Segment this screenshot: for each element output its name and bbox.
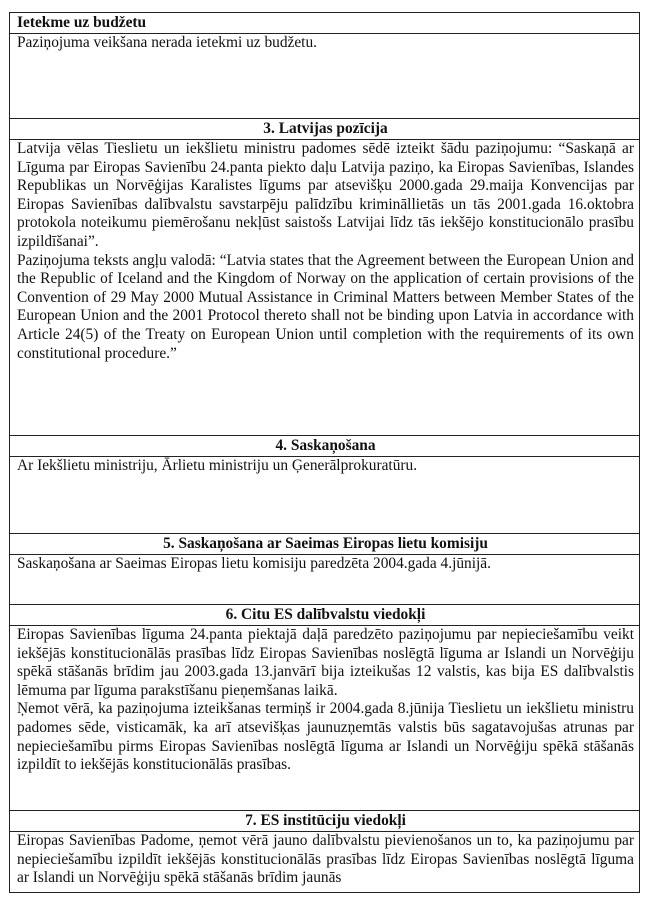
section-7-body	[10, 832, 640, 893]
section-7-heading: 7. ES institūciju viedokļi	[10, 811, 640, 832]
section-5-paragraph-1: Saskaņošana ar Saeimas Eiropas lietu komisiju paredzēta 2004.gada 4.jūnijā.	[17, 555, 491, 572]
section-6-paragraph-2: Ņemot vērā, ka paziņojuma izteikšanas termiņš ir 2004.gada 8.jūnija Tieslietu un iekšlietu ministru padomes sēde, visticamāk, ka arī atsevišķas jaunuzņemtās valstis būs sagatavojušas atrunas par nepieciešamību pirms Eiropas Savienības noslēgtā līguma ar Islandi un Norvēģiju spēkā stāšanās izpildīt to iekšējās konstitucionālās prasības.	[17, 700, 634, 774]
section-4-body-row	[10, 457, 640, 534]
section-3-paragraph-1: Latvija vēlas Tieslietu un iekšlietu ministru padomes sēdē izteikt šādu paziņojumu: “Saskaņā ar Līguma par Eiropas Savienību 24.panta piekto daļu Latvija paziņo, ka Eiropas Savienības, Islandes Republikas un Norvēģijas Karalistes līgums par atsevišķu 2000.gada 29.maija Konvencijas par Eiropas Savienības dalībvalstu savstarpēju palīdzību krimināllietās un tās 2001.gada 16.oktobra protokola noteikumu piemērošanu nekļūst saistošs Latvijai līdz tās iekšējo konstitucionālo prasību izpildīšanai”.	[17, 140, 634, 250]
section-6-header-row	[10, 605, 640, 626]
section-5-header-row	[10, 534, 640, 555]
section-budget-paragraph-1: Paziņojuma veikšana nerada ietekmi uz budžetu.	[17, 34, 318, 51]
section-3-heading: 3. Latvijas pozīcija	[10, 119, 640, 140]
section-5-heading: 5. Saskaņošana ar Saeimas Eiropas lietu komisiju	[10, 534, 640, 555]
section-4-heading: 4. Saskaņošana	[10, 436, 640, 457]
section-3-body	[10, 140, 640, 436]
section-4-header-row	[10, 436, 640, 457]
section-budget-heading: Ietekme uz budžetu	[10, 13, 640, 34]
section-5-body	[10, 555, 640, 605]
section-5-body-row	[10, 555, 640, 605]
section-6-paragraph-1: Eiropas Savienības līguma 24.panta piektajā daļā paredzēto paziņojumu par nepieciešamību veikt iekšējās konstitucionālās prasības līdz Eiropas Savienības noslēgtā līguma ar Islandi un Norvēģiju spēkā stāšanās brīdim jau 2003.gada 13.janvārī bija izteikušas 12 valstis, kas bija ES dalībvalstis lēmuma par līguma parakstīšanu pieņemšanas laikā.	[17, 626, 634, 699]
section-3-paragraph-2: Paziņojuma teksts angļu valodā: “Latvia states that the Agreement between the European Union and the Republic of Iceland and the Kingdom of Norway on the application of certain provisions of the Convention of 29 May 2000 Mutual Assistance in Criminal Matters between Member States of the European Union and the 2001 Protocol thereto shall not be binding upon Latvia in accordance with Article 24(5) of the Treaty on European Union until completion with the requirements of its own constitutional procedure.”	[17, 251, 634, 362]
section-4-body	[10, 457, 640, 534]
section-6-body	[10, 626, 640, 811]
section-7-body-row	[10, 832, 640, 893]
section-budget-body	[10, 34, 640, 119]
document-table	[9, 12, 640, 893]
section-6-body-row	[10, 626, 640, 811]
section-3-body-row	[10, 140, 640, 436]
section-7-header-row	[10, 811, 640, 832]
section-budget-header-row	[10, 13, 640, 34]
section-3-header-row	[10, 119, 640, 140]
section-7-paragraph-1: Eiropas Savienības Padome, ņemot vērā jauno dalībvalstu pievienošanos un to, ka paziņojumu par nepieciešamību izpildīt iekšējās konstitucionālās prasības līdz Eiropas Savienības noslēgtā līguma ar Islandi un Norvēģiju spēkā stāšanās brīdim jaunās	[17, 832, 634, 887]
section-6-heading: 6. Citu ES dalībvalstu viedokļi	[10, 605, 640, 626]
section-budget-body-row	[10, 34, 640, 119]
section-4-paragraph-1: Ar Iekšlietu ministriju, Ārlietu ministriju un Ģenerālprokuratūru.	[17, 457, 418, 474]
